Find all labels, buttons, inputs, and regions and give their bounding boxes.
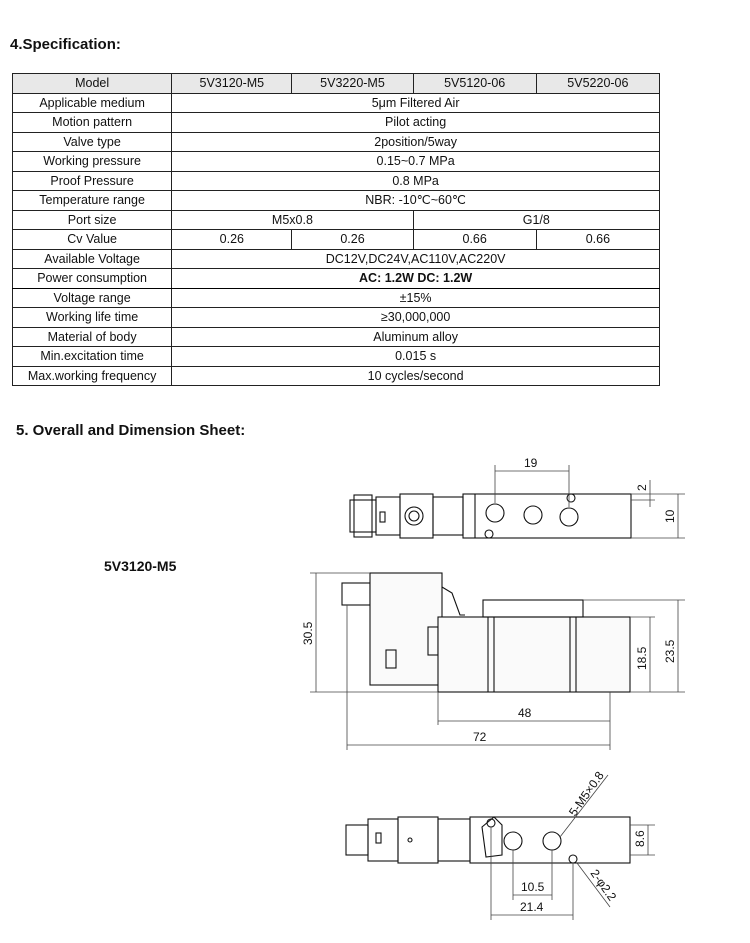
port-circle bbox=[524, 506, 542, 524]
row-value: ≥30,000,000 bbox=[172, 308, 660, 328]
model-header: 5V3220-M5 bbox=[292, 74, 413, 94]
manual-override-inner bbox=[409, 511, 419, 521]
mounting-hole bbox=[408, 838, 412, 842]
table-row bbox=[13, 366, 660, 386]
row-value: 0.66 bbox=[536, 230, 659, 250]
row-value: 0.66 bbox=[413, 230, 536, 250]
adapter-outline bbox=[433, 497, 463, 535]
table-row bbox=[13, 347, 660, 367]
mounting-hole bbox=[569, 855, 577, 863]
dimension-heading: 5. Overall and Dimension Sheet: bbox=[16, 422, 246, 439]
valve-body-outline bbox=[463, 494, 631, 538]
table-header-row bbox=[13, 74, 660, 94]
port-circle bbox=[543, 832, 561, 850]
port-circle bbox=[486, 504, 504, 522]
dim-hole-span: 21.4 bbox=[520, 900, 544, 914]
table-row bbox=[13, 230, 660, 250]
top-block-outline bbox=[483, 600, 583, 617]
indicator-window bbox=[380, 512, 385, 522]
dim-port-pitch: 10.5 bbox=[521, 880, 545, 894]
row-value: 10 cycles/second bbox=[172, 366, 660, 386]
model-header: 5V5120-06 bbox=[413, 74, 536, 94]
model-header: 5V5220-06 bbox=[536, 74, 659, 94]
body-taper-line bbox=[442, 587, 465, 615]
row-value: DC12V,DC24V,AC110V,AC220V bbox=[172, 249, 660, 269]
hole-diameter-label: 2-φ2.2 bbox=[587, 866, 620, 904]
table-row bbox=[13, 191, 660, 211]
row-label: Cv Value bbox=[13, 230, 172, 250]
dim-top-width: 19 bbox=[524, 456, 538, 470]
header-label: Model bbox=[13, 74, 172, 94]
specification-heading: 4.Specification: bbox=[10, 36, 121, 53]
connector-cap-outline bbox=[354, 495, 372, 537]
table-row bbox=[13, 93, 660, 113]
table-row bbox=[13, 269, 660, 289]
mounting-hole bbox=[485, 530, 493, 538]
table-row bbox=[13, 152, 660, 172]
port-thread-label: 5-M5×0.8 bbox=[565, 768, 607, 819]
dim-total-height: 30.5 bbox=[301, 621, 315, 645]
row-label: Min.excitation time bbox=[13, 347, 172, 367]
row-value: Pilot acting bbox=[172, 113, 660, 133]
row-value: ±15% bbox=[172, 288, 660, 308]
row-label: Temperature range bbox=[13, 191, 172, 211]
row-value: 2position/5way bbox=[172, 132, 660, 152]
dim-body-length: 48 bbox=[518, 706, 532, 720]
row-value: 0.8 MPa bbox=[172, 171, 660, 191]
row-value: 0.26 bbox=[172, 230, 292, 250]
table-row bbox=[13, 113, 660, 133]
row-label: Max.working frequency bbox=[13, 366, 172, 386]
model-header: 5V3120-M5 bbox=[172, 74, 292, 94]
side-view bbox=[301, 573, 685, 750]
connector-outline bbox=[346, 825, 368, 855]
solenoid-body-outline bbox=[398, 817, 438, 863]
table-row bbox=[13, 210, 660, 230]
row-label: Motion pattern bbox=[13, 113, 172, 133]
port-circle bbox=[560, 508, 578, 526]
table-row bbox=[13, 171, 660, 191]
dim-bottom-height: 8.6 bbox=[633, 830, 647, 847]
specification-table bbox=[12, 73, 660, 386]
mounting-hole bbox=[567, 494, 575, 502]
row-label: Applicable medium bbox=[13, 93, 172, 113]
coil-housing-outline bbox=[370, 573, 442, 685]
row-value: 0.15~0.7 MPa bbox=[172, 152, 660, 172]
bottom-view bbox=[346, 769, 655, 920]
connector-outline bbox=[342, 583, 370, 605]
row-value: NBR: -10℃~60℃ bbox=[172, 191, 660, 211]
row-label: Working pressure bbox=[13, 152, 172, 172]
port-circle bbox=[504, 832, 522, 850]
model-label: 5V3120-M5 bbox=[104, 558, 177, 574]
table-row bbox=[13, 132, 660, 152]
dim-body-height: 18.5 bbox=[635, 646, 649, 670]
table-row bbox=[13, 249, 660, 269]
row-value: M5x0.8 bbox=[172, 210, 413, 230]
dim-total-length: 72 bbox=[473, 730, 487, 744]
row-label: Voltage range bbox=[13, 288, 172, 308]
row-label: Valve type bbox=[13, 132, 172, 152]
valve-body-outline bbox=[438, 617, 630, 692]
row-value: Aluminum alloy bbox=[172, 327, 660, 347]
row-value: 5μm Filtered Air bbox=[172, 93, 660, 113]
indicator-window bbox=[376, 833, 381, 843]
dimension-drawing bbox=[290, 445, 700, 935]
dim-top-offset: 2 bbox=[635, 484, 649, 491]
coil-housing-outline bbox=[368, 819, 398, 861]
row-label: Power consumption bbox=[13, 269, 172, 289]
table-row bbox=[13, 288, 660, 308]
row-label: Proof Pressure bbox=[13, 171, 172, 191]
table-row bbox=[13, 327, 660, 347]
row-label: Material of body bbox=[13, 327, 172, 347]
dim-top-height: 10 bbox=[663, 509, 677, 523]
row-value: G1/8 bbox=[413, 210, 659, 230]
table-row bbox=[13, 308, 660, 328]
row-label: Working life time bbox=[13, 308, 172, 328]
top-view bbox=[350, 456, 685, 538]
row-value: 0.26 bbox=[292, 230, 413, 250]
mounting-flange bbox=[482, 817, 502, 857]
row-label: Port size bbox=[13, 210, 172, 230]
row-label: Available Voltage bbox=[13, 249, 172, 269]
row-value: 0.015 s bbox=[172, 347, 660, 367]
row-value: AC: 1.2W DC: 1.2W bbox=[172, 269, 660, 289]
dim-right-height: 23.5 bbox=[663, 639, 677, 663]
adapter-outline bbox=[438, 819, 470, 861]
manual-override-icon bbox=[405, 507, 423, 525]
